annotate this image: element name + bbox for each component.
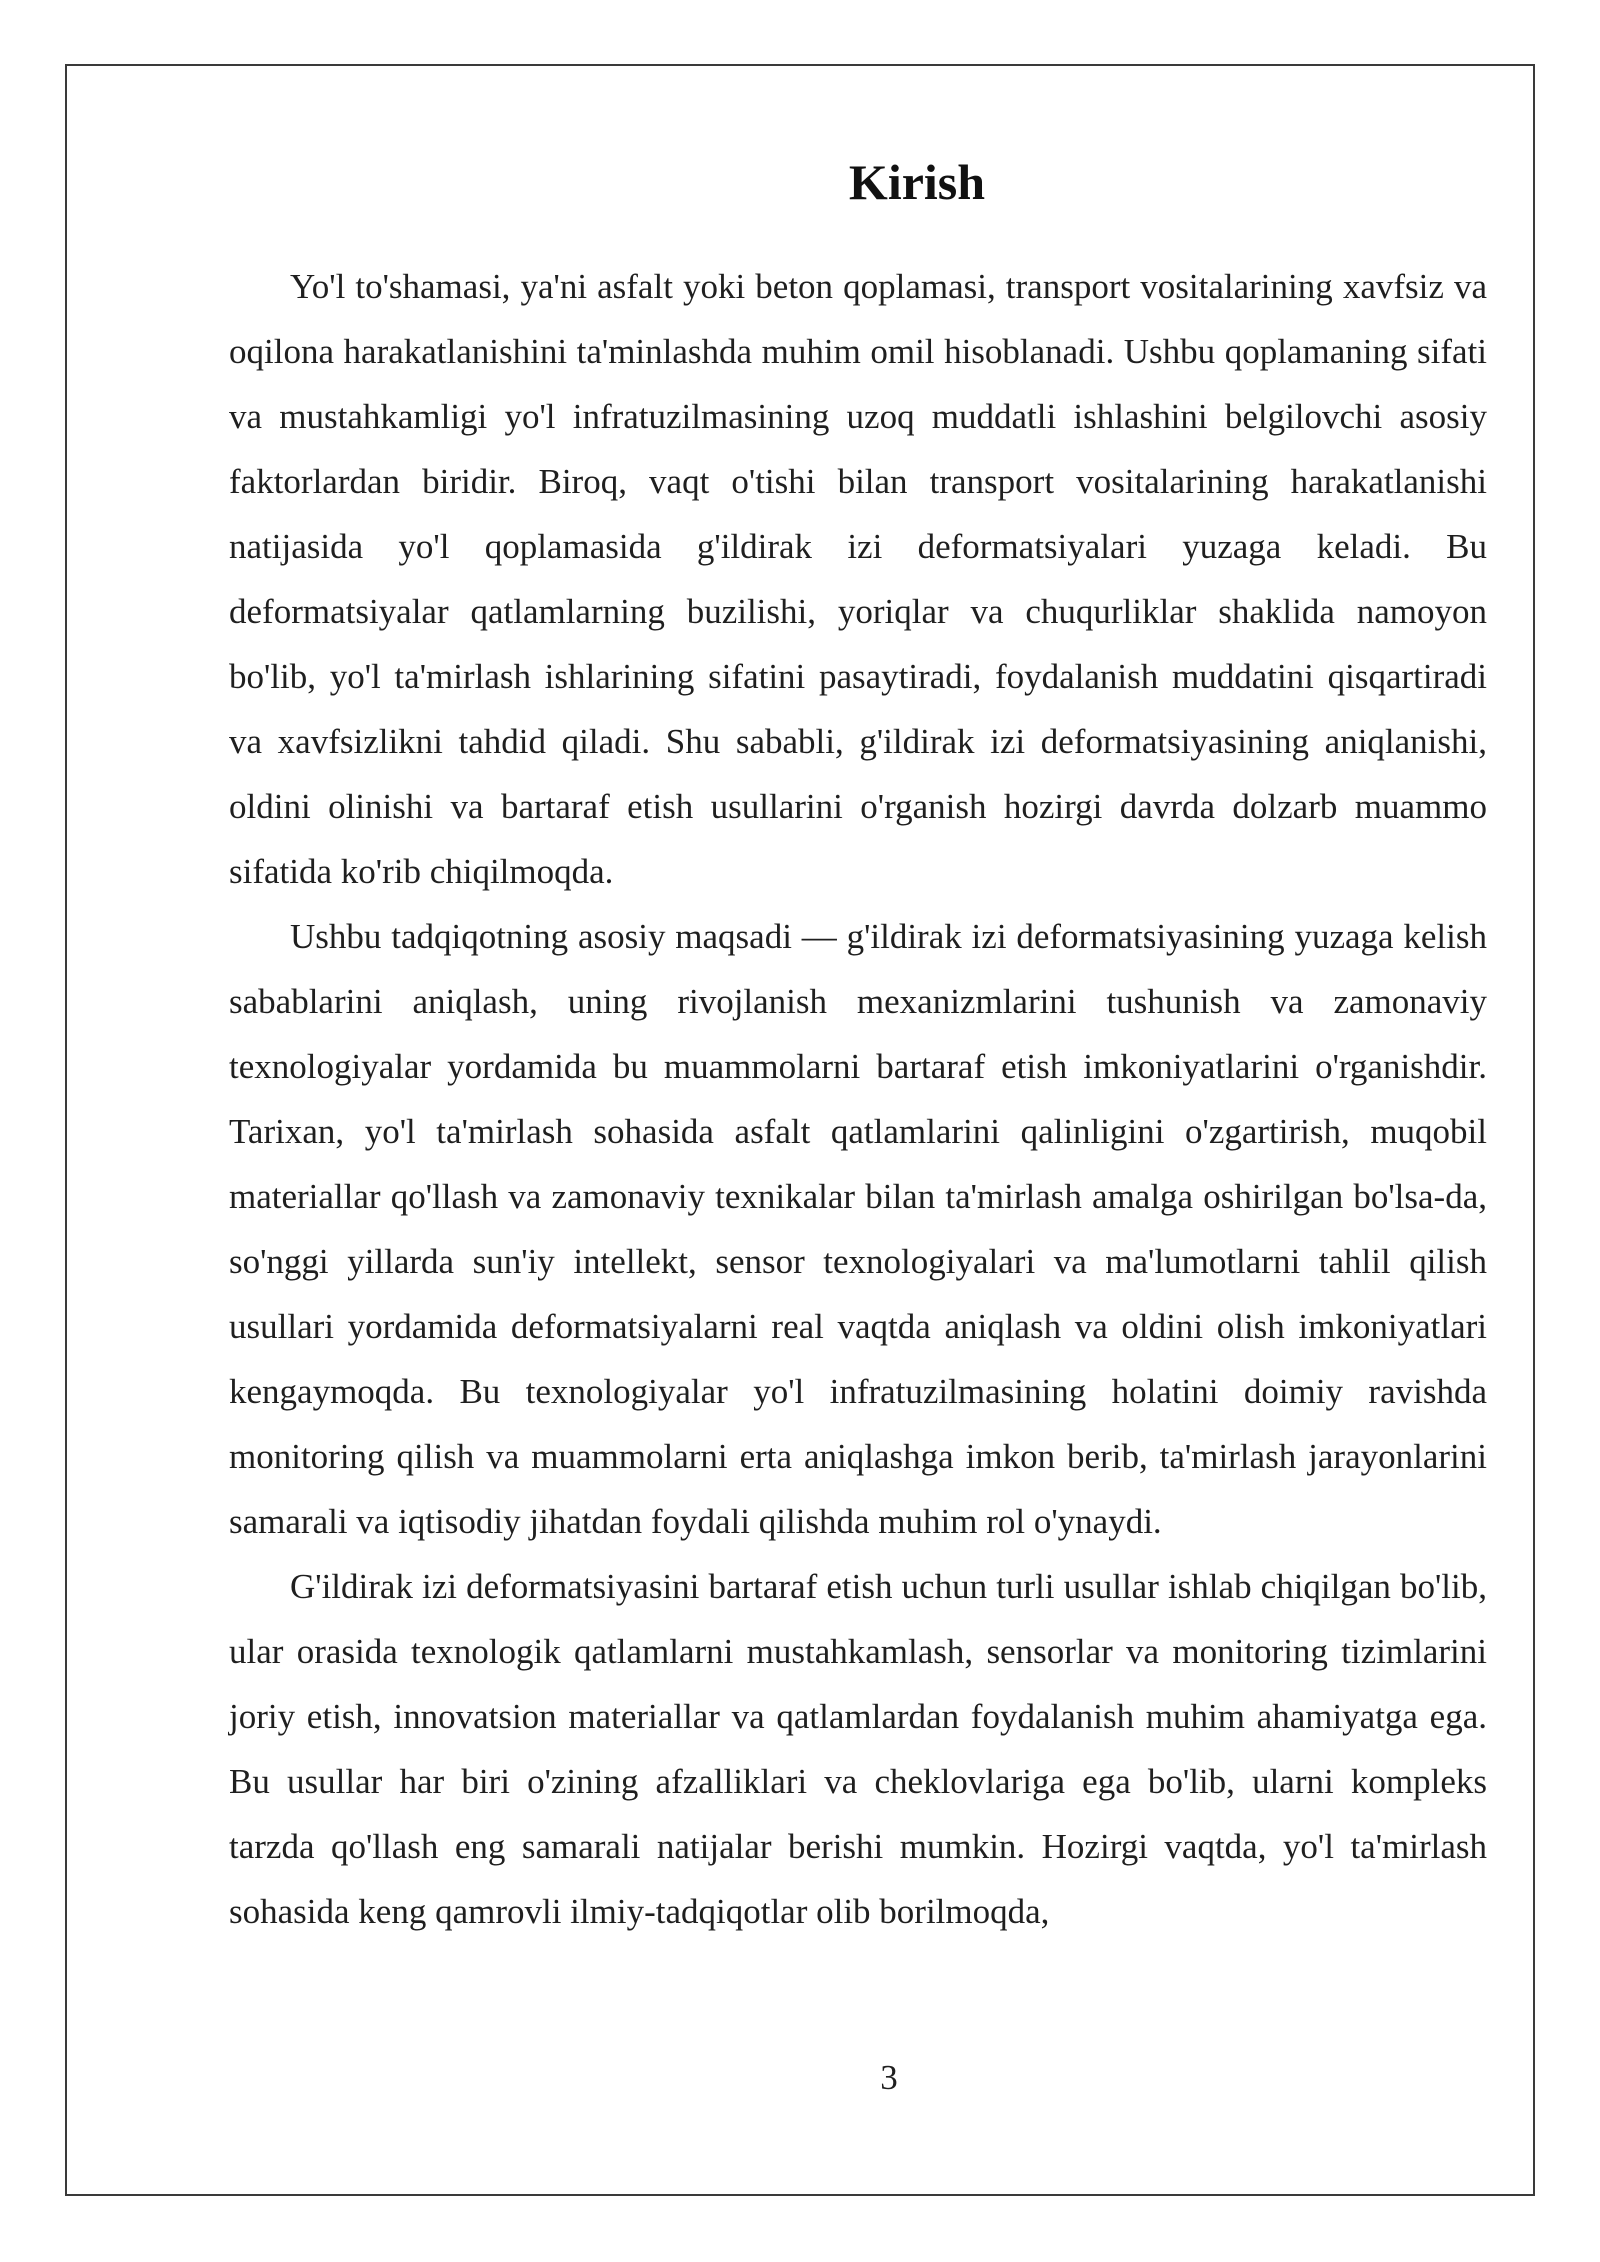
paragraph-3: G'ildirak izi deformatsiyasini bartaraf etish uchun turli usullar ishlab chiqilgan bo'lib, ular orasida texnologik qatlamlarni mustahkamlash, sensorlar va monitoring tizimlarini joriy etish, innovatsion materiallar va qatlamlardan foydalanish muhim ahamiyatga ega. Bu usullar har biri o'zining afzalliklari va cheklovlariga ega bo'lib, ularni kompleks tarzda qo'llash eng samarali natijalar berishi mumkin. Hozirgi vaqtda, yo'l ta'mirlash sohasida keng qamrovli ilmiy-tadqiqotlar olib borilmoqda, bbox=[229, 1567, 1487, 1931]
paragraph-1: Yo'l to'shamasi, ya'ni asfalt yoki beton qoplamasi, transport vositalarining xavfsiz va oqilona harakatlanishini ta'minlashda muhim omil hisoblanadi. Ushbu qoplamaning sifati va mustahkamligi yo'l infratuzilmasining uzoq muddatli ishlashini belgilovchi asosiy faktorlardan biridir. Biroq, vaqt o'tishi bilan transport vositalarining harakatlanishi natijasida yo'l qoplamasida g'ildirak izi deformatsiyalari yuzaga keladi. Bu deformatsiyalar qatlamlarning buzilishi, yoriqlar va chuqurliklar shaklida namoyon bo'lib, yo'l ta'mirlash ishlarining sifatini pasaytiradi, foydalanish muddatini qisqartiradi va xavfsizlikni tahdid qiladi. Shu sababli, g'ildirak izi deformatsiyasining aniqlanishi, oldini olinishi va bartaraf etish usullarini o'rganish hozirgi davrda dolzarb muammo sifatida ko'rib chiqilmoqda. bbox=[229, 267, 1487, 891]
body-text bbox=[229, 254, 1487, 1944]
paragraph-2: Ushbu tadqiqotning asosiy maqsadi — g'ildirak izi deformatsiyasining yuzaga kelish sabablarini aniqlash, uning rivojlanish mexanizmlarini tushunish va zamonaviy texnologiyalar yordamida bu muammolarni bartaraf etish imkoniyatlarini o'rganishdir. Tarixan, yo'l ta'mirlash sohasida asfalt qatlamlarini qalinligini o'zgartirish, muqobil materiallar qo'llash va zamonaviy texnikalar bilan ta'mirlash amalga oshirilgan bo'lsa-da, so'nggi yillarda sun'iy intellekt, sensor texnologiyalari va ma'lumotlarni tahlil qilish usullari yordamida deformatsiyalarni real vaqtda aniqlash va oldini olish imkoniyatlari kengaymoqda. Bu texnologiyalar yo'l infratuzilmasining holatini doimiy ravishda monitoring qilish va muammolarni erta aniqlashga imkon berib, ta'mirlash jarayonlarini samarali va iqtisodiy jihatdan foydali qilishda muhim rol o'ynaydi. bbox=[229, 917, 1487, 1541]
page-title: Kirish bbox=[848, 154, 986, 210]
page-number: 3 bbox=[880, 2058, 898, 2097]
page-content bbox=[229, 140, 1487, 1944]
